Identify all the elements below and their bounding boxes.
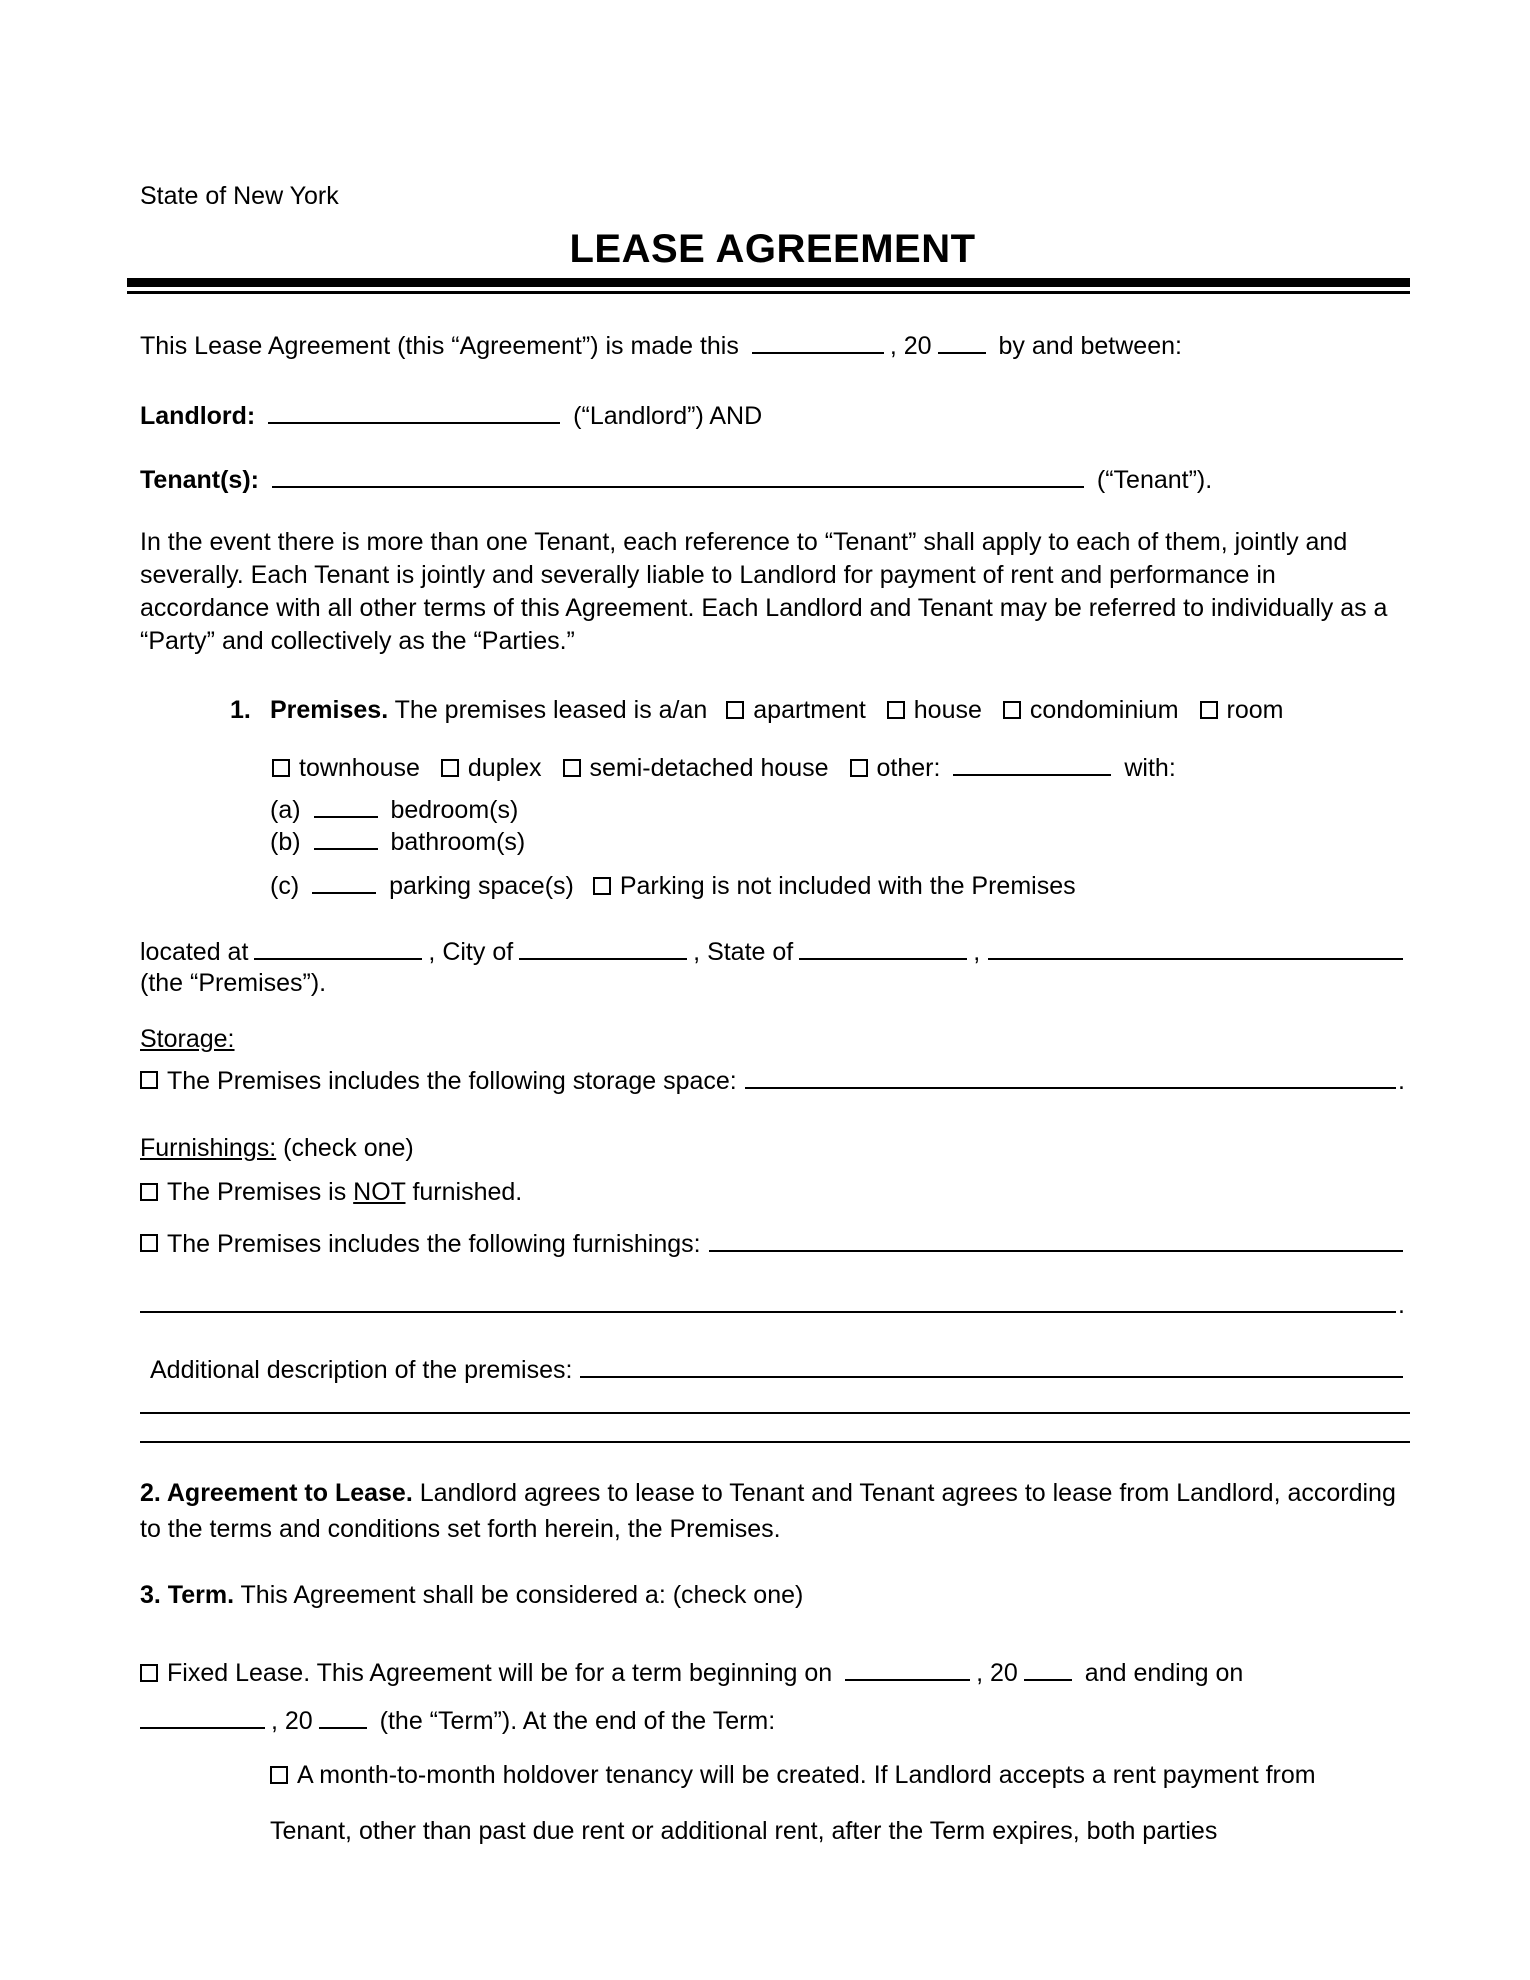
checkbox-not-furnished[interactable] — [140, 1183, 158, 1201]
term-heading-line — [140, 1579, 1405, 1611]
item-c-label: (c) — [270, 872, 300, 900]
premises-lead-line — [140, 694, 1405, 726]
storage-checkbox-line — [140, 1067, 1405, 1096]
tenant-label: Tenant(s): — [140, 466, 259, 494]
fixed-lease-line1 — [140, 1657, 1405, 1689]
located-at-line — [140, 938, 1405, 967]
tenant-suffix-text: (“Tenant”). — [1096, 466, 1213, 494]
fixed-and-ending-text: and ending on — [1084, 1659, 1244, 1687]
located-at-text: located at — [140, 938, 249, 966]
state-of-text: , State of — [693, 938, 794, 966]
not-furnished-emph-text: NOT — [353, 1178, 406, 1206]
holdover-text-2: Tenant, other than past due rent or additional rent, after the Term expires, both parties — [270, 1817, 1218, 1845]
option-apartment-label: apartment — [753, 696, 866, 724]
title-rule-thin — [127, 291, 1410, 294]
furnishings-checkbox-label: The Premises includes the following furnishings: — [167, 1230, 701, 1258]
term-body-text: This Agreement shall be considered a: (check one) — [240, 1581, 804, 1609]
fixed-20a-text: , 20 — [976, 1659, 1018, 1687]
made-this-text: This Lease Agreement (this “Agreement”) is made this — [140, 332, 739, 360]
blank-tenant-names[interactable] — [272, 468, 1084, 488]
additional-description-line — [140, 1356, 1405, 1385]
term-heading: 3. Term. — [140, 1581, 235, 1609]
additional-description-label: Additional description of the premises: — [150, 1356, 573, 1384]
checkbox-townhouse[interactable] — [272, 759, 290, 777]
parking-not-included-label: Parking is not included with the Premises — [619, 872, 1076, 900]
storage-heading — [140, 1023, 1405, 1055]
checkbox-furnishings-included[interactable] — [140, 1234, 158, 1252]
agreement-heading: 2. Agreement to Lease. — [140, 1479, 413, 1507]
blank-bedrooms[interactable] — [314, 798, 378, 818]
bathrooms-line — [140, 826, 1405, 858]
checkbox-condominium[interactable] — [1003, 701, 1021, 719]
jurisdiction-line: State of New York — [140, 182, 339, 210]
holdover-text-1: A month-to-month holdover tenancy will be created. If Landlord accepts a rent payment from — [297, 1761, 1316, 1789]
fixed-lease-pre-text: Fixed Lease. This Agreement will be for a term beginning on — [167, 1659, 833, 1687]
item-b-label: (b) — [270, 828, 301, 856]
furnishings-heading-text: Furnishings: — [140, 1134, 277, 1162]
blank-term-start-date[interactable] — [845, 1661, 970, 1681]
blank-term-start-year[interactable] — [1024, 1661, 1072, 1681]
not-furnished-line — [140, 1176, 1405, 1208]
checkbox-other[interactable] — [850, 759, 868, 777]
option-other-label: other: — [876, 754, 941, 782]
blank-year-made[interactable] — [938, 334, 986, 354]
item-c-text: parking space(s) — [389, 872, 574, 900]
checkbox-holdover-tenancy[interactable] — [270, 1766, 288, 1784]
not-furnished-post-text: furnished. — [412, 1178, 523, 1206]
city-of-text: , City of — [428, 938, 514, 966]
landlord-label: Landlord: — [140, 402, 256, 430]
landlord-line — [140, 400, 1405, 432]
blank-date-made[interactable] — [752, 334, 884, 354]
comma-20-text: , 20 — [889, 332, 932, 360]
blank-additional-1[interactable] — [580, 1358, 1403, 1378]
trailing-comma-text: , — [973, 938, 981, 966]
premises-type-row2 — [140, 752, 1405, 784]
furnishings-period: . — [1398, 1291, 1405, 1319]
storage-checkbox-label: The Premises includes the following storage space: — [167, 1067, 737, 1095]
parking-line — [140, 870, 1405, 902]
blank-term-end-year[interactable] — [319, 1709, 367, 1729]
document-content — [0, 180, 1530, 1847]
joint-liability-paragraph: In the event there is more than one Tenant, each reference to “Tenant” shall apply to each of them, jointly and severally. Each Tenant is jointly and severally liable to Landlord for payment of rent and performance in accordance with all other terms of this Agreement. Each Landlord and Tenant may be referred to individually as a “Party” and collectively as the “Parties.” — [140, 528, 1388, 655]
landlord-suffix-text: (“Landlord”) AND — [573, 402, 763, 430]
fixed-lease-line2 — [140, 1705, 1405, 1737]
blank-landlord-name[interactable] — [268, 404, 560, 424]
option-semi-detached-label: semi-detached house — [589, 754, 829, 782]
holdover-line1 — [140, 1759, 1405, 1791]
option-house-label: house — [913, 696, 982, 724]
tenant-line — [140, 464, 1405, 496]
agreement-body-text: Landlord agrees to lease to Tenant and Tenant agrees to lease from Landlord, according to the terms and conditions set forth herein, the Premises. — [140, 1479, 1396, 1543]
checkbox-room[interactable] — [1200, 701, 1218, 719]
option-duplex-label: duplex — [467, 754, 542, 782]
fixed-post-text: (the “Term”). At the end of the Term: — [379, 1707, 776, 1735]
checkbox-parking-not-included[interactable] — [593, 877, 611, 895]
furnishings-continuation-line — [140, 1291, 1405, 1320]
option-room-label: room — [1226, 696, 1284, 724]
blank-storage-space[interactable] — [745, 1069, 1396, 1089]
fixed-20b-text: , 20 — [271, 1707, 313, 1735]
furnishings-heading-line — [140, 1132, 1405, 1164]
checkbox-fixed-lease[interactable] — [140, 1664, 158, 1682]
blank-furnishings-2[interactable] — [140, 1293, 1396, 1313]
premises-heading: Premises. — [270, 696, 389, 724]
furnishings-note-text: (check one) — [283, 1134, 414, 1162]
blank-term-end-date[interactable] — [140, 1709, 265, 1729]
checkbox-semi-detached[interactable] — [563, 759, 581, 777]
by-and-between-text: by and between: — [998, 332, 1182, 360]
premises-number: 1. — [230, 696, 251, 724]
checkbox-apartment[interactable] — [726, 701, 744, 719]
furnishings-checkbox-line — [140, 1230, 1405, 1259]
item-a-text: bedroom(s) — [390, 796, 519, 824]
agreement-to-lease-paragraph — [140, 1475, 1405, 1547]
blank-zip[interactable] — [988, 940, 1403, 960]
item-b-text: bathroom(s) — [390, 828, 526, 856]
holdover-line2 — [140, 1815, 1405, 1847]
item-a-label: (a) — [270, 796, 301, 824]
option-condominium-label: condominium — [1029, 696, 1179, 724]
checkbox-house[interactable] — [887, 701, 905, 719]
blank-parking-spaces[interactable] — [312, 874, 376, 894]
storage-period: . — [1398, 1067, 1405, 1095]
blank-additional-3[interactable] — [140, 1440, 1410, 1443]
blank-furnishings-1[interactable] — [709, 1232, 1403, 1252]
checkbox-storage-included[interactable] — [140, 1071, 158, 1089]
bedrooms-line — [140, 794, 1405, 826]
blank-additional-2[interactable] — [140, 1411, 1410, 1414]
blank-state[interactable] — [799, 940, 967, 960]
blank-other-type[interactable] — [953, 756, 1111, 776]
storage-heading-text: Storage: — [140, 1025, 235, 1053]
blank-street-address[interactable] — [254, 940, 422, 960]
checkbox-duplex[interactable] — [441, 759, 459, 777]
blank-bathrooms[interactable] — [314, 830, 378, 850]
option-townhouse-label: townhouse — [299, 754, 420, 782]
title-rule-thick — [127, 278, 1410, 287]
made-this-line — [140, 330, 1405, 362]
page-title: LEASE AGREEMENT — [569, 227, 976, 271]
blank-city[interactable] — [519, 940, 687, 960]
not-furnished-pre-text: The Premises is — [167, 1178, 347, 1206]
with-label: with: — [1124, 754, 1176, 782]
premises-suffix-line: (the “Premises”). — [140, 969, 327, 997]
premises-lead-text: The premises leased is a/an — [394, 696, 708, 724]
